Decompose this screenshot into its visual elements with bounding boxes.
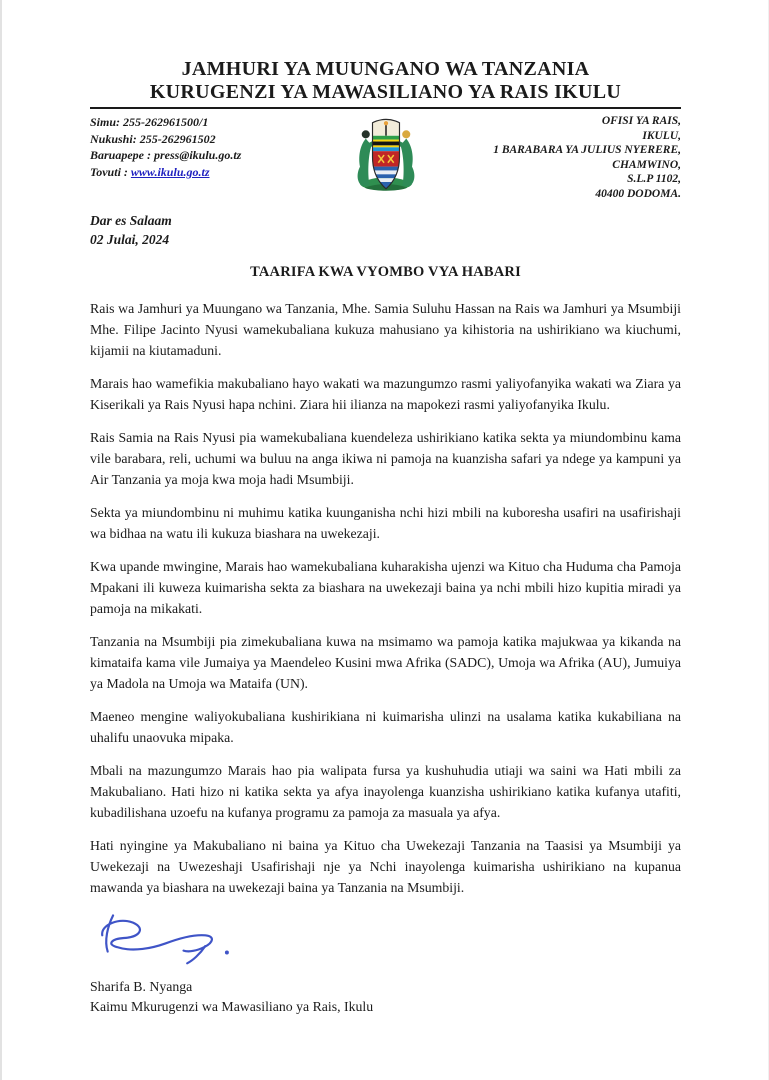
address-line: 1 BARABARA YA JULIUS NYERERE, — [493, 144, 681, 156]
tanzania-coat-of-arms-icon — [333, 114, 439, 198]
fax-line: Nukushi: 255-262961502 — [90, 131, 216, 146]
website-link[interactable]: www.ikulu.go.tz — [130, 164, 210, 179]
letterhead-info-band — [90, 114, 681, 201]
website-label: Tovuti : — [90, 164, 128, 179]
paragraph: Rais wa Jamhuri ya Muungano wa Tanzania, Mhe. Samia Suluhu Hassan na Rais wa Jamhuri ya Msumbiji Mhe. Filipe Jacinto Nyusi wamekubaliana kukuza mahusiano ya kihistoria na ushirikiano wa kiuchumi, kijamii na kiutamaduni. — [90, 301, 681, 358]
address-line: OFISI YA RAIS, — [601, 115, 681, 127]
press-release-body — [90, 298, 681, 898]
paragraph: Mbali na mazungumzo Marais hao pia walipata fursa ya kushuhudia utiaji wa saini wa Hati mbili za Makubaliano. Hati hizo ni katika sekta ya afya inayolenga kuanzisha ushirikiano katika kufanya utafiti, kubadilishana uzoefu na kufanya programu za pamoja za masuala ya afya. — [90, 763, 681, 820]
dateline-city: Dar es Salaam — [90, 213, 172, 228]
paragraph: Hati nyingine ya Makubaliano ni baina ya Kituo cha Uwekezaji Tanzania na Taasisi ya Msumbiji ya Uwekezaji na Uwezeshaji Usafirishaji nje ya Nchi inayolenga kuimarisha ushirikiano na kupanua mawanda ya biashara na uwekezaji baina ya Tanzania na Msumbiji. — [90, 838, 681, 895]
paragraph: Rais Samia na Rais Nyusi pia wamekubaliana kuendeleza ushirikiano katika sekta ya miundombinu kama vile barabara, reli, uchumi wa buluu na anga ikiwa ni pamoja na kuanzisha safari ya ndege ya kampuni ya Air Tanzania ya moja kwa moja hadi Msumbiji. — [90, 430, 681, 487]
signature-block — [90, 910, 681, 1017]
office-address-block — [456, 114, 681, 201]
dateline — [90, 211, 681, 249]
address-line: 40400 DODOMA. — [595, 187, 681, 200]
signatory-title: Kaimu Mkurugenzi wa Mawasiliano ya Rais, Ikulu — [90, 999, 374, 1014]
paragraph: Kwa upande mwingine, Marais hao wamekubaliana kuharakisha ujenzi wa Kituo cha Huduma cha Pamoja Mpakani ili kuweza kuimarisha sekta za biashara na uwekezaji baina ya nchi mbili hizo kupitia miradi ya pamoja na mikakati. — [90, 559, 681, 616]
website-line — [90, 164, 315, 181]
emblem-wrap — [315, 114, 456, 198]
paragraph: Maeneo mengine waliyokubaliana kushirikiana ni kuimarisha ulinzi na usalama katika kukabiliana na uhalifu unaovuka mipaka. — [90, 709, 681, 745]
address-line: S.L.P 1102, — [627, 173, 681, 185]
paragraph: Tanzania na Msumbiji pia zimekubaliana kuwa na msimamo wa pamoja katika majukwaa ya kikanda na kimataifa kama vile Jumaiya ya Maendeleo Kusini mwa Afrika (SADC), Umoja wa Afrika (AU), Jumuiya ya Madola na Umoja wa Mataifa (UN). — [90, 634, 681, 691]
address-line: CHAMWINO, — [612, 158, 681, 171]
signature-image — [90, 910, 250, 966]
phone-line: Simu: 255-262961500/1 — [90, 115, 209, 129]
paragraph: Sekta ya miundombinu ni muhimu katika kuunganisha nchi hizi mbili na kuboresha usafiri na usafirishaji wa bidhaa na watu ili kukuza biashara na uwekezaji. — [90, 505, 681, 541]
signatory-name: Sharifa B. Nyanga — [90, 979, 193, 994]
email-line: Baruapepe : press@ikulu.go.tz — [90, 148, 242, 162]
contact-block — [90, 114, 315, 180]
dateline-date: 02 Julai, 2024 — [90, 232, 170, 247]
paragraph: Marais hao wamefikia makubaliano hayo wakati wa mazungumzo rasmi yaliyofanyika wakati wa Ziara ya Kiserikali ya Rais Nyusi hapa nchini. Ziara hii ilianza na mapokezi rasmi yaliyofanyika Ikulu. — [90, 376, 681, 412]
directorate-title: KURUGENZI YA MAWASILIANO YA RAIS IKULU — [149, 81, 622, 103]
address-line: IKULU, — [642, 129, 681, 142]
republic-title: JAMHURI YA MUUNGANO WA TANZANIA — [181, 58, 590, 80]
header-rule — [90, 107, 681, 109]
press-release-heading: TAARIFA KWA VYOMBO VYA HABARI — [250, 264, 521, 280]
